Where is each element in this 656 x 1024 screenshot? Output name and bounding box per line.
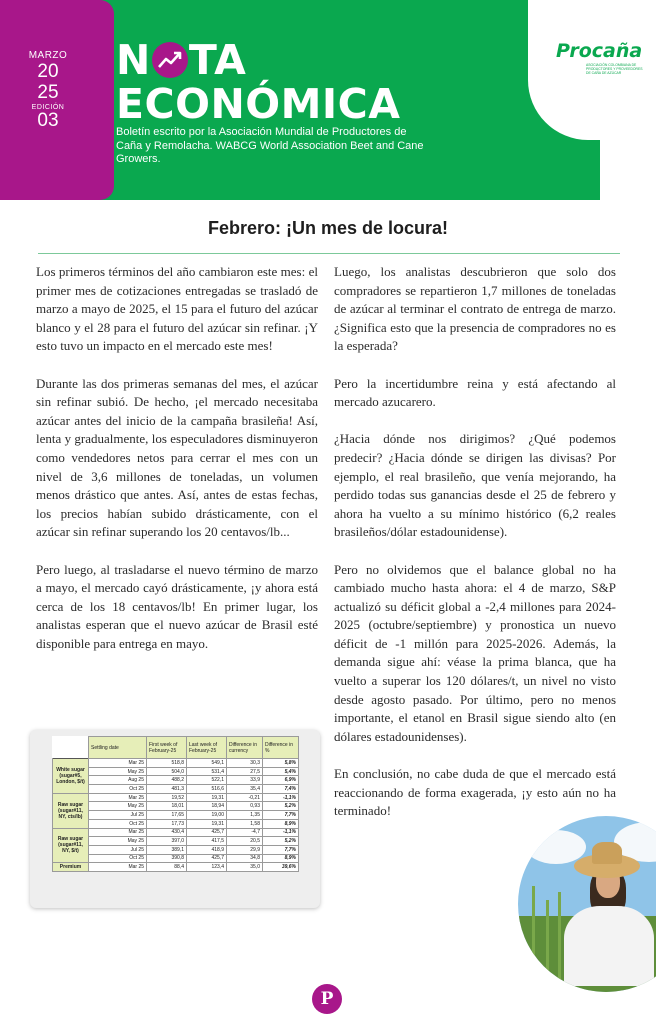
- table-category: Raw sugar (sugar#11, NY, cts/lb): [53, 793, 89, 828]
- table-cell: 17,65: [147, 811, 187, 820]
- table-category: Premium: [53, 863, 89, 872]
- table-header-row: [53, 737, 299, 759]
- table-cell: 516,6: [187, 785, 227, 794]
- table-row: [53, 767, 299, 776]
- table-header: Settling date: [89, 737, 147, 759]
- table-cell: Oct 25: [89, 854, 147, 863]
- farmer-shirt: [564, 906, 654, 986]
- headline-divider: [38, 253, 620, 254]
- table-cell: 8,9%: [263, 819, 299, 828]
- table-cell: 27,5: [227, 767, 263, 776]
- paragraph: Luego, los analistas descubrieron que solo dos compradores se repartieron 1,7 millones de toneladas de azúcar al terminar el contrato de entrega de marzo. ¿Significa esto que la presencia de compradores no es la esperada?: [334, 264, 616, 354]
- table-cell: 5,8%: [263, 759, 299, 768]
- table-cell: 389,1: [147, 845, 187, 854]
- table-cell: Aug 25: [89, 776, 147, 785]
- table-header-blank: [53, 737, 89, 759]
- table-cell: 123,4: [187, 863, 227, 872]
- cane-stalk: [546, 900, 549, 992]
- table-cell: 19,00: [187, 811, 227, 820]
- table-row: [53, 828, 299, 837]
- procana-tagline: ASOCIACIÓN COLOMBIANA DE PRODUCTORES Y PROVEEDORES DE CAÑA DE AZÚCAR: [586, 63, 643, 75]
- table-cell: 397,0: [147, 837, 187, 846]
- procana-wordmark: Procaña: [556, 40, 643, 62]
- table-row: [53, 819, 299, 828]
- table-category: Raw sugar (sugar#11, NY, $/t): [53, 828, 89, 863]
- table-cell: 418,9: [187, 845, 227, 854]
- table-cell: -1,1%: [263, 793, 299, 802]
- table-row: [53, 863, 299, 872]
- footer-brand-icon: P: [312, 984, 342, 1014]
- table-row: [53, 845, 299, 854]
- table-cell: 522,1: [187, 776, 227, 785]
- straw-hat-crown: [592, 842, 622, 864]
- table-cell: 1,58: [227, 819, 263, 828]
- cloud-shape: [526, 830, 586, 864]
- table-row: [53, 759, 299, 768]
- table-row: [53, 802, 299, 811]
- table-cell: Oct 25: [89, 785, 147, 794]
- cane-stalk: [532, 886, 535, 992]
- table-cell: Oct 25: [89, 819, 147, 828]
- table-cell: 33,9: [227, 776, 263, 785]
- table-category: White sugar (sugar#5, London, $/t): [53, 759, 89, 794]
- paragraph: Durante las dos primeras semanas del mes, el azúcar sin refinar subió. De hecho, ¡el mercado necesitaba azúcar antes del inicio de la campaña brasileña! Así, lenta y gradualmente, los especuladores disminuyeron como vendedores netos para cerrar el mes con un nivel de 3,6 millones de toneladas, un volumen menos drástico que antes. Así, antes de estas fechas, los precios habían subido drásticamente, con el azúcar sin refinar superando los 20 centavos/lb...: [36, 375, 318, 540]
- table-row: [53, 785, 299, 794]
- table-cell: 5,4%: [263, 767, 299, 776]
- table-cell: 88,4: [147, 863, 187, 872]
- procana-logo: [556, 40, 648, 75]
- table-row: [53, 811, 299, 820]
- table-cell: 7,7%: [263, 811, 299, 820]
- table-cell: 18,01: [147, 802, 187, 811]
- table-cell: 504,0: [147, 767, 187, 776]
- table-cell: 531,4: [187, 767, 227, 776]
- table-cell: 417,5: [187, 837, 227, 846]
- paragraph: En conclusión, no cabe duda de que el mercado está reaccionando de forma exagerada, ¡y esto aún no ha terminado!: [334, 766, 616, 819]
- article-headline: Febrero: ¡Un mes de locura!: [207, 218, 449, 238]
- table-header: Difference in currency: [227, 737, 263, 759]
- table-cell: 35,0: [227, 863, 263, 872]
- table-cell: Mar 25: [89, 793, 147, 802]
- table-cell: 425,7: [187, 828, 227, 837]
- table-cell: 0,93: [227, 802, 263, 811]
- table-cell: 19,31: [187, 793, 227, 802]
- table-cell: 35,4: [227, 785, 263, 794]
- table-cell: Mar 25: [89, 863, 147, 872]
- sugar-price-table: [52, 736, 299, 872]
- table-cell: 6,9%: [263, 776, 299, 785]
- table-cell: 390,8: [147, 854, 187, 863]
- newsletter-subtitle: Boletín escrito por la Asociación Mundial de Productores de Caña y Remolacha. WABCG World Association Beet and Cane Growers.: [116, 126, 424, 165]
- table-cell: Jul 25: [89, 811, 147, 820]
- title-line-1: N TA: [116, 36, 247, 84]
- table-cell: 18,94: [187, 802, 227, 811]
- table-cell: May 25: [89, 767, 147, 776]
- table-cell: 19,31: [187, 819, 227, 828]
- table-cell: 30,3: [227, 759, 263, 768]
- issue-year-top: 20: [37, 61, 59, 82]
- edition-number: 03: [37, 110, 59, 131]
- table-cell: Mar 25: [89, 828, 147, 837]
- table-cell: -4,7: [227, 828, 263, 837]
- table-cell: -0,21: [227, 793, 263, 802]
- table-row: [53, 793, 299, 802]
- table-cell: 20,5: [227, 837, 263, 846]
- table-cell: 549,1: [187, 759, 227, 768]
- table-cell: 7,7%: [263, 845, 299, 854]
- paragraph: Pero luego, al trasladarse el nuevo término de marzo a mayo, el mercado cayó drásticamente, ¡y ahora está cerca de los 18 centavos/lb! En primer lugar, los analistas esperan que el nuevo azúcar de Brasil esté disponible para entrega en mayo.: [36, 561, 318, 651]
- table-cell: 7,4%: [263, 785, 299, 794]
- farmer-photo: [518, 816, 656, 992]
- table-cell: Mar 25: [89, 759, 147, 768]
- table-cell: 34,8: [227, 854, 263, 863]
- table-row: [53, 776, 299, 785]
- header-banner: [0, 0, 656, 200]
- issue-date: [0, 50, 96, 131]
- paragraph: Los primeros términos del año cambiaron este mes: el primer mes de cotizaciones entregadas se trasladó de marzo a mayo de 2025, el 15 para el futuro del azúcar blanco y el 28 para el futuro del azúcar sin refinar. ¡Y esto tuvo un impacto en el mercado este mes!: [36, 264, 318, 354]
- paragraph: Pero no olvidemos que el balance global no ha cambiado mucho hasta ahora: el 4 de marzo, S&P actualizó su déficit global a -2,4 millones para 2024-2025 (octubre/septiembre) y pronostica un nuevo déficit de -1 millón para 2025-2026. Además, la demanda sigue ahí: véase la prima blanca, que ha vuelto a superar los 120 dólares/t, un nivel no visto desde agosto pasado. Por último, pero no menos importante, el etanol en Brasil sigue siendo alto (en dólares estadounidenses).: [334, 561, 616, 744]
- title-line-2: ECONÓMICA: [116, 80, 401, 128]
- table-header: Last week of February-25: [187, 737, 227, 759]
- paragraph: Pero la incertidumbre reina y está afectando al mercado azucarero.: [334, 375, 616, 410]
- table-cell: 8,9%: [263, 854, 299, 863]
- article-right-column: [334, 263, 616, 839]
- table-cell: May 25: [89, 802, 147, 811]
- cane-stalk: [558, 892, 561, 992]
- table-header: First week of February-25: [147, 737, 187, 759]
- logo-backdrop-lower: [600, 100, 656, 200]
- table-cell: 1,35: [227, 811, 263, 820]
- issue-year-bottom: 25: [37, 82, 59, 103]
- table-row: [53, 837, 299, 846]
- table-cell: 518,8: [147, 759, 187, 768]
- article-left-column: [36, 263, 318, 672]
- newsletter-title: [116, 38, 401, 126]
- paragraph: ¿Hacia dónde nos dirigimos? ¿Qué podemos predecir? ¿Hacia dónde se dirigen las divisas? Por ejemplo, el real brasileño, que venía mejorando, ha perdido todas sus ganancias desde el 25 de febrero y ahora ha vuelto a su mínimo histórico (6,2 reales brasileños/dólar estadounidense).: [334, 431, 616, 540]
- table-cell: 488,2: [147, 776, 187, 785]
- table-cell: Jul 25: [89, 845, 147, 854]
- table-cell: 425,7: [187, 854, 227, 863]
- issue-month: MARZO: [28, 50, 68, 61]
- table-cell: 29,9: [227, 845, 263, 854]
- table-cell: 5,2%: [263, 802, 299, 811]
- table-cell: -1,1%: [263, 828, 299, 837]
- table-cell: 5,2%: [263, 837, 299, 846]
- table-cell: 17,73: [147, 819, 187, 828]
- table-cell: 481,3: [147, 785, 187, 794]
- table-cell: May 25: [89, 837, 147, 846]
- table-row: [53, 854, 299, 863]
- table-cell: 39,6%: [263, 863, 299, 872]
- trend-arrow-icon: [152, 42, 188, 78]
- table-header: Difference in %: [263, 737, 299, 759]
- edition-label: EDICIÓN: [31, 104, 65, 111]
- table-cell: 430,4: [147, 828, 187, 837]
- table-cell: 19,52: [147, 793, 187, 802]
